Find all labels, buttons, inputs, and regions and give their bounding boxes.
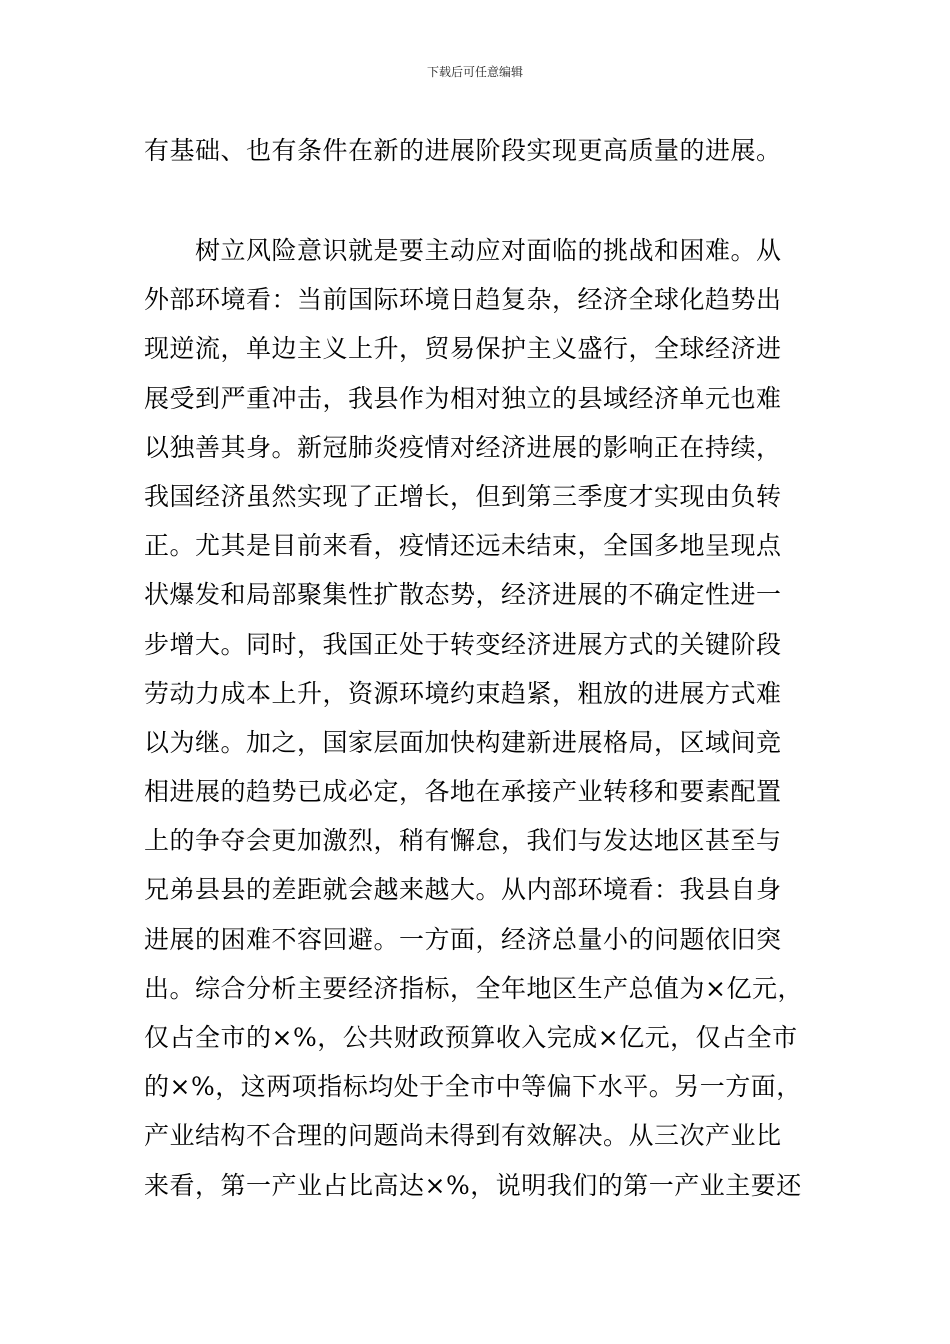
text-line: 兄弟县县的差距就会越来越大。从内部环境看：我县自身 [144, 875, 782, 905]
paragraph-2 [144, 226, 816, 1210]
text-line: 仅占全市的×%，公共财政预算收入完成×亿元，仅占全市 [144, 1023, 798, 1052]
text-line: 步增大。同时，我国正处于转变经济进展方式的关键阶段 [144, 629, 782, 659]
text-line: 出。综合分析主要经济指标，全年地区生产总值为×亿元， [144, 973, 803, 1003]
text-line: 进展的困难不容回避。一方面，经济总量小的问题依旧突 [144, 924, 782, 954]
text-line: 来看，第一产业占比高达×%，说明我们的第一产业主要还 [144, 1170, 802, 1200]
text-line: 状爆发和局部聚集性扩散态势，经济进展的不确定性进一 [144, 580, 782, 610]
text-line: 相进展的趋势已成必定，各地在承接产业转移和要素配置 [144, 777, 782, 807]
text-line: 劳动力成本上升，资源环境约束趋紧，粗放的进展方式难 [144, 678, 782, 708]
text-line: 产业结构不合理的问题尚未得到有效解决。从三次产业比 [144, 1121, 782, 1151]
text-line: 现逆流，单边主义上升，贸易保护主义盛行，全球经济进 [144, 334, 782, 364]
text-line: 上的争夺会更加激烈，稍有懈怠，我们与发达地区甚至与 [144, 826, 782, 856]
paragraph-1 [144, 126, 816, 175]
text-line: 以独善其身。新冠肺炎疫情对经济进展的影响正在持续， [144, 432, 782, 462]
text-line: 的×%，这两项指标均处于全市中等偏下水平。另一方面， [144, 1072, 802, 1102]
page-header: 下载后可任意编辑 [426, 65, 523, 79]
text-line: 我国经济虽然实现了正增长，但到第三季度才实现由负转 [144, 481, 782, 511]
text-line: 正。尤其是目前来看，疫情还远未结束，全国多地呈现点 [144, 531, 782, 561]
text-line: 有基础、也有条件在新的进展阶段实现更高质量的进展。 [144, 136, 782, 165]
text-line: 外部环境看：当前国际环境日趋复杂，经济全球化趋势出 [144, 285, 782, 315]
text-line: 展受到严重冲击，我县作为相对独立的县域经济单元也难 [144, 383, 782, 413]
text-line: 以为继。加之，国家层面加快构建新进展格局，区域间竞 [144, 727, 782, 757]
text-line: 树立风险意识就是要主动应对面临的挑战和困难。从 [144, 236, 782, 265]
